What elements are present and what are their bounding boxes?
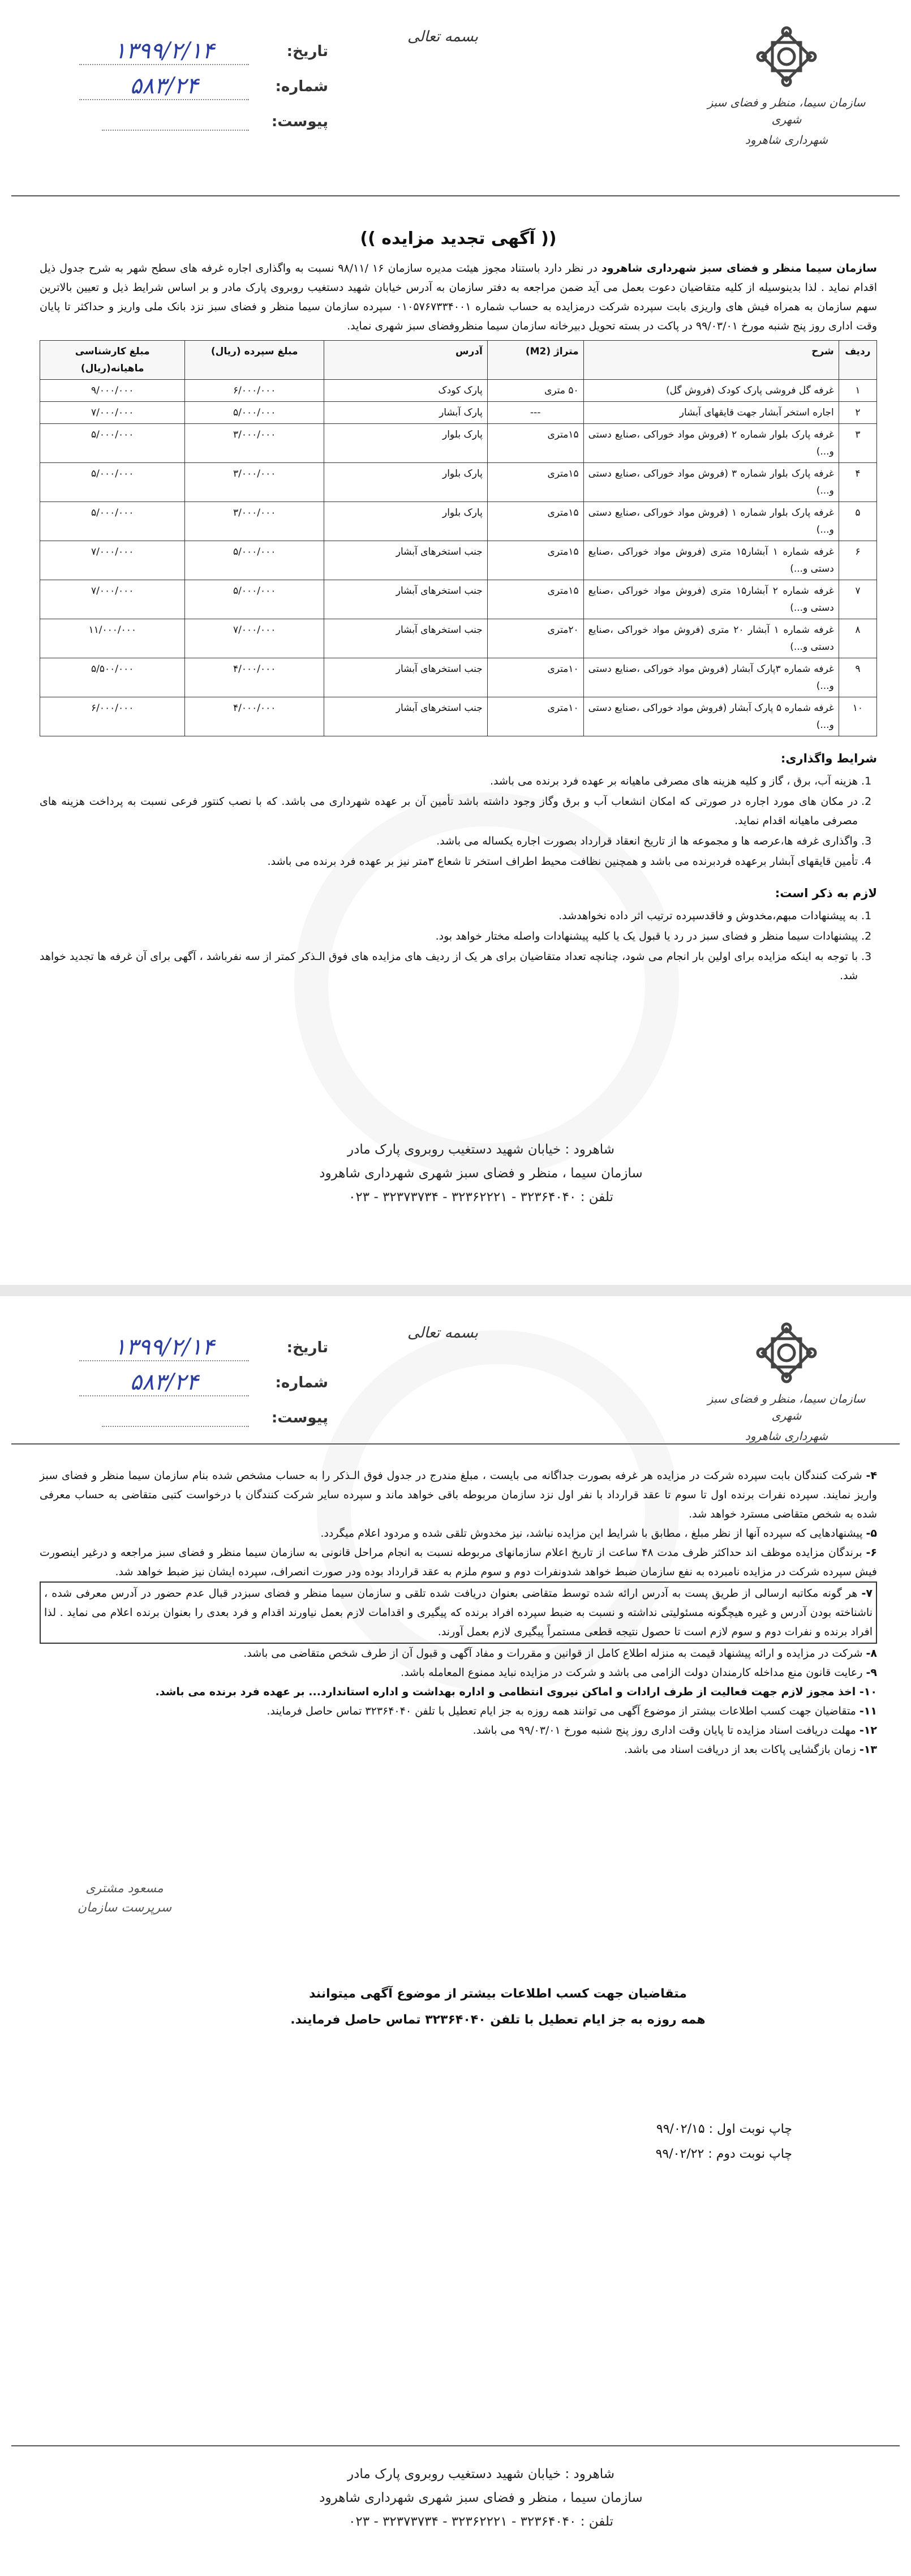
cell-address: پارک بلوار xyxy=(324,463,487,502)
cell-deposit: ۵/۰۰۰/۰۰۰ xyxy=(185,541,324,580)
table-row xyxy=(40,463,877,502)
list-item: 1. به پیشنهادات مبهم،مخدوش و فاقدسپرده ترتیب اثر داده نخواهدشد. xyxy=(40,906,858,925)
footer xyxy=(226,2462,736,2534)
table-row xyxy=(40,580,877,619)
cell-num: ۴ xyxy=(839,463,876,502)
list-item: 2. در مکان های مورد اجاره در صورتی که امکان انشعاب آب و برق وگاز وجود داشته باشد تأمین آن بر عهده شهرداری می باشد. که با نصب کنتور فرعی نسبت به پرداخت هزینه های مصرفی ماهیانه اقدام نماید. xyxy=(40,792,858,830)
item-text: شرکت کنندگان بابت سپرده شرکت در مزایده هر غرفه بصورت جداگانه می بایست ، مبلغ مندرج در جدول فوق الـذکر را به حساب مشخص شده بنام سازمان سیما منظر و فضای سبز واریز نمایند. سپرده نفرات برنده اول تا سوم تا عقد قرارداد با نفر اول نزد سازمان مربوطه باقی خواهد ماند و سپرده سایر شرکت کنندگان با درخواست کتبی متقاضی به حساب معرفی شده به شخص متقاضی مسترد خواهد شد. xyxy=(40,1469,877,1520)
callout-line2: همه روزه به جز ایام تعطیل با تلفن ۳۲۳۶۴۰۴۰ تماس حاصل فرمایند. xyxy=(290,2013,706,2027)
footer-org: سازمان سیما ، منظر و فضای سبز شهری شهرداری شاهرود xyxy=(319,1166,643,1181)
number-label: شماره: xyxy=(275,78,328,95)
cell-address: پارک بلوار xyxy=(324,424,487,463)
item-text: پیشنهادهایی که سپرده آنها از نظر مبلغ ، مطابق با شرایط این مزایده نباشد، نیز مخدوش تلقی شده و مردود اعلام میگردد. xyxy=(320,1527,863,1540)
cell-address: جنب استخرهای آبشار xyxy=(324,658,487,697)
attach-value xyxy=(102,1409,249,1427)
cell-area: ۱۵متری xyxy=(487,463,583,502)
print-first: چاپ نوبت اول : ۹۹/۰۲/۱۵ xyxy=(656,2122,792,2136)
item-number: ۱۳- xyxy=(859,1743,877,1756)
letter-meta xyxy=(34,34,328,139)
cell-area: ۱۵متری xyxy=(487,580,583,619)
bism-heading: بسمه تعالی xyxy=(407,1325,478,1341)
cell-area: ۱۵متری xyxy=(487,424,583,463)
cell-num: ۷ xyxy=(839,580,876,619)
number-value: ۵۸۳/۲۴ xyxy=(79,73,249,100)
cell-address: جنب استخرهای آبشار xyxy=(324,697,487,736)
list-item xyxy=(40,1581,877,1644)
cell-num: ۱ xyxy=(839,380,876,402)
item-number: ۹- xyxy=(866,1666,877,1679)
cell-num: ۲ xyxy=(839,402,876,424)
col-header-deposit: مبلغ سپرده (ریال) xyxy=(185,341,324,380)
cell-area: ۱۵متری xyxy=(487,541,583,580)
cell-appraisal: ۵/۰۰۰/۰۰۰ xyxy=(40,424,185,463)
list-item xyxy=(40,1663,877,1682)
cell-area: ۵۰ متری xyxy=(487,380,583,402)
notice-intro-lead: سازمان سیما منظر و فضای سبز شهرداری شاهرود xyxy=(601,262,877,275)
page-2 xyxy=(0,1296,911,2576)
cell-deposit: ۵/۰۰۰/۰۰۰ xyxy=(185,402,324,424)
notice-intro xyxy=(40,259,877,336)
item-text: شرکت در مزایده و ارائه پیشنهاد قیمت به منزله اطلاع کامل از قوانین و مقررات و مفاد آگهی و قبول آن از طرف شخص متقاضی می باشد. xyxy=(243,1647,863,1660)
cell-appraisal: ۱۱/۰۰۰/۰۰۰ xyxy=(40,619,185,658)
page-1 xyxy=(0,0,911,1285)
cell-num: ۱۰ xyxy=(839,697,876,736)
cell-desc: غرفه گل فروشی پارک کودک (فروش گل) xyxy=(583,380,839,402)
cell-desc: غرفه پارک بلوار شماره ۲ (فروش مواد خوراکی ،صنایع دستی و...) xyxy=(583,424,839,463)
cell-desc: غرفه پارک بلوار شماره ۳ (فروش مواد خوراکی ،صنایع دستی و...) xyxy=(583,463,839,502)
table-row xyxy=(40,619,877,658)
table-row xyxy=(40,502,877,541)
footer xyxy=(226,1138,736,1209)
number-label: شماره: xyxy=(275,1374,328,1391)
cell-deposit: ۳/۰۰۰/۰۰۰ xyxy=(185,424,324,463)
cell-address: پارک بلوار xyxy=(324,502,487,541)
signer-name: مسعود مشتری xyxy=(85,1881,164,1896)
list-item xyxy=(40,1543,877,1581)
cell-appraisal: ۷/۰۰۰/۰۰۰ xyxy=(40,580,185,619)
col-header-desc: شرح xyxy=(583,341,839,380)
attach-value xyxy=(102,113,249,131)
list-item: 3. با توجه به اینکه مزایده برای اولین بار انجام می شود، چنانچه تعداد متقاضیان برای هر یک از ردیف های مزایده های فوق الـذکر کمتر از سه نفرباشد ، آگهی برای آن غرفه ها تجدید خواهد شد. xyxy=(40,947,858,985)
cell-area: ۱۰متری xyxy=(487,658,583,697)
item-text: اخذ مجوز لازم جهت فعالیت از طرف ارادات و اماکن نیروی انتظامی و اداره بهداشت و اداره استاندارد... بر عهده فرد برنده می باشد. xyxy=(155,1686,856,1698)
notes-list xyxy=(40,906,877,985)
cell-address: جنب استخرهای آبشار xyxy=(324,580,487,619)
letterhead xyxy=(0,0,911,147)
cell-appraisal: ۵/۰۰۰/۰۰۰ xyxy=(40,463,185,502)
footer-divider xyxy=(11,2445,900,2446)
cell-deposit: ۷/۰۰۰/۰۰۰ xyxy=(185,619,324,658)
page-gap xyxy=(0,1285,911,1296)
list-item xyxy=(40,1701,877,1721)
cell-deposit: ۴/۰۰۰/۰۰۰ xyxy=(185,697,324,736)
item-number: ۵- xyxy=(866,1527,877,1540)
attach-label: پیوست: xyxy=(271,1409,328,1426)
item-number: ۷- xyxy=(861,1587,873,1600)
item-text: متقاضیان جهت کسب اطلاعات بیشتر از موضوع آگهی می توانند همه روزه به جز ایام تعطیل با تلفن ۳۲۳۶۴۰۴۰ تماس حاصل فرمایند. xyxy=(267,1705,856,1717)
notice-intro-body: در نظر دارد باستناد مجوز هیئت مدیره سازمان ۱۶ /۹۸/۱۱ نسبت به واگذاری اجاره غرفه های سطح شهر به شرح جدول ذیل اقدام نماید . لذا بدینوسیله از کلیه متقاضیان دعوت بعمل می آید ضمن مراجعه به دفتر سازمان به آدرس خیابان شهید دستغیب روبروی پارک مادر و بر اساس شرایط ذیل و تعیین بالاترین سهم سازمان به همراه فیش های واریزی بابت سپرده شرکت درمزایده به حساب شماره ۰۱۰۵۷۶۷۳۳۴۰۰۱ سپرده سازمان سیما منظر و فضای سبز نزد بانک ملی واریز و حداکثر تا پایان وقت اداری روز پنج شنبه مورخ ۹۹/۰۳/۰۱ در پاکت در بسته تحویل دبیرخانه سازمان سیما منظروفضای سبز شهری نماید. xyxy=(40,262,877,332)
cell-desc: غرفه شماره ۵ پارک آبشار (فروش مواد خوراکی ،صنایع دستی و...) xyxy=(583,697,839,736)
auction-table xyxy=(40,340,877,736)
cell-desc: غرفه پارک بلوار شماره ۱ (فروش مواد خوراکی ،صنایع دستی و...) xyxy=(583,502,839,541)
letter-meta xyxy=(34,1330,328,1435)
cell-desc: غرفه شماره ۲ آبشار۱۵ متری (فروش مواد خوراکی ،صنایع دستی و...) xyxy=(583,580,839,619)
list-item xyxy=(40,1721,877,1740)
emblem-icon xyxy=(753,23,820,91)
table-row xyxy=(40,402,877,424)
notes-title: لازم به ذکر است: xyxy=(775,886,877,900)
conditions-title: شرایط واگذاری: xyxy=(780,752,877,765)
cell-num: ۵ xyxy=(839,502,876,541)
table-row xyxy=(40,658,877,697)
item-text: رعایت قانون منع مداخله کارمندان دولت الزامی می باشد و شرکت در مزایده نباید ممنوع المعامله باشد. xyxy=(401,1666,863,1679)
cell-address: جنب استخرهای آبشار xyxy=(324,541,487,580)
notice-body xyxy=(40,229,877,987)
item-text: هر گونه مکاتبه ارسالی از طریق پست به آدرس ارائه شده توسط متقاضی بعنوان دریافت شده تلقی و سازمان سیما منظر و فضای سبزدر قبال عدم حضور در آدرس معرفی شده ، ناشناخته بودن آدرس و غیره هیچگونه مسئولیتی نداشته و نسبت به ضبط سپرده افراد برنده که پیگیری و اقدامات لازم بعمل نیاورند اقدام و فرد بعدی را بعنوان برنده اعلام می نماید . لذا افراد برنده و نفرات دوم و سوم لازم است تا حصول نتیجه قطعی مستمراً پیگیری لازم بعمل آورند. xyxy=(44,1587,873,1638)
callout-line1: متقاضیان جهت کسب اطلاعات بیشتر از موضوع آگهی میتوانند xyxy=(309,1987,687,2001)
list-item xyxy=(40,1466,877,1524)
org-name-line2: شهرداری شاهرود xyxy=(745,133,828,147)
cell-area: --- xyxy=(487,402,583,424)
cell-area: ۱۰متری xyxy=(487,697,583,736)
print-second: چاپ نوبت دوم : ۹۹/۰۲/۲۲ xyxy=(655,2147,792,2161)
cell-num: ۹ xyxy=(839,658,876,697)
cell-appraisal: ۷/۰۰۰/۰۰۰ xyxy=(40,402,185,424)
table-row xyxy=(40,697,877,736)
col-header-num: ردیف xyxy=(839,341,876,380)
item-number: ۱۰- xyxy=(859,1686,877,1698)
list-item: 4. تأمین قایقهای آبشار برعهده فردبرنده می باشد و همچنین نظافت محیط اطراف استخر تا شعاع ۳متر نیز بر عهده فرد برنده می باشد. xyxy=(40,852,858,871)
table-row xyxy=(40,541,877,580)
notice-title: (( آگهی تجدید مزایده )) xyxy=(360,229,557,248)
cell-address: پارک کودک xyxy=(324,380,487,402)
item-number: ۸- xyxy=(866,1647,877,1660)
list-item xyxy=(40,1682,877,1701)
date-label: تاریخ: xyxy=(286,1339,328,1356)
item-text: زمان بازگشایی پاکات بعد از دریافت اسناد می باشد. xyxy=(624,1743,856,1756)
table-header-row xyxy=(40,341,877,380)
item-number: ۱۱- xyxy=(859,1705,877,1717)
org-name-line1: سازمان سیما، منظر و فضای سبز شهری xyxy=(707,96,866,126)
bism-heading: بسمه تعالی xyxy=(407,28,478,45)
cell-desc: غرفه شماره ۱ آبشار ۲۰ متری (فروش مواد خوراکی ،صنایع دستی و...) xyxy=(583,619,839,658)
date-value: ۱۳۹۹/۲/۱۴ xyxy=(79,38,249,65)
item-text: مهلت دریافت اسناد مزایده تا پایان وقت اداری روز پنج شنبه مورخ ۹۹/۰۳/۰۱ می باشد. xyxy=(472,1724,856,1737)
col-header-address: آدرس xyxy=(324,341,487,380)
terms-continued xyxy=(40,1466,877,1759)
list-item: 3. واگذاری غرفه ها،عرصه ها و مجموعه ها از تاریخ انعقاد قرارداد بصورت اجاره یکساله می باشد. xyxy=(40,831,858,851)
cell-area: ۲۰متری xyxy=(487,619,583,658)
signature-block xyxy=(40,1879,209,1918)
print-dates xyxy=(509,2117,792,2167)
list-item xyxy=(40,1644,877,1663)
cell-area: ۱۵متری xyxy=(487,502,583,541)
cell-appraisal: ۵/۰۰۰/۰۰۰ xyxy=(40,502,185,541)
cell-appraisal: ۵/۵۰۰/۰۰۰ xyxy=(40,658,185,697)
header-divider xyxy=(11,1443,900,1445)
header-divider xyxy=(11,195,900,196)
col-header-area: متراژ (M2) xyxy=(487,341,583,380)
footer-address: شاهرود : خیابان شهید دستغیب روبروی پارک مادر xyxy=(347,2467,615,2481)
cell-deposit: ۴/۰۰۰/۰۰۰ xyxy=(185,658,324,697)
date-label: تاریخ: xyxy=(286,43,328,60)
emblem-icon xyxy=(753,1319,820,1387)
col-header-appraisal: مبلغ کارشناسی ماهیانه(ریال) xyxy=(40,341,185,380)
cell-deposit: ۳/۰۰۰/۰۰۰ xyxy=(185,463,324,502)
number-value: ۵۸۳/۲۴ xyxy=(79,1369,249,1396)
cell-address: پارک آبشار xyxy=(324,402,487,424)
conditions-list xyxy=(40,771,877,871)
cell-appraisal: ۷/۰۰۰/۰۰۰ xyxy=(40,541,185,580)
cell-desc: غرفه شماره ۱ آبشار۱۵ متری (فروش مواد خوراکی ،صنایع دستی و...) xyxy=(583,541,839,580)
item-number: ۴- xyxy=(866,1469,877,1482)
cell-appraisal: ۶/۰۰۰/۰۰۰ xyxy=(40,697,185,736)
list-item: 2. پیشنهادات سیما منظر و فضای سبز در رد یا قبول یک یا کلیه پیشنهادات واصله مختار خواهد بود. xyxy=(40,927,858,946)
cell-num: ۸ xyxy=(839,619,876,658)
table-row xyxy=(40,424,877,463)
cell-appraisal: ۹/۰۰۰/۰۰۰ xyxy=(40,380,185,402)
item-number: ۱۲- xyxy=(859,1724,877,1737)
cell-num: ۶ xyxy=(839,541,876,580)
footer-address: شاهرود : خیابان شهید دستغیب روبروی پارک مادر xyxy=(347,1142,615,1157)
org-logo xyxy=(702,23,871,148)
cell-address: جنب استخرهای آبشار xyxy=(324,619,487,658)
item-number: ۶- xyxy=(866,1546,877,1559)
cell-deposit: ۶/۰۰۰/۰۰۰ xyxy=(185,380,324,402)
org-name-line1: سازمان سیما، منظر و فضای سبز شهری xyxy=(707,1392,866,1422)
cell-num: ۳ xyxy=(839,424,876,463)
signer-title: سرپرست سازمان xyxy=(77,1901,172,1915)
org-name-line2: شهرداری شاهرود xyxy=(745,1429,828,1443)
list-item xyxy=(40,1524,877,1543)
footer-phone: تلفن : ۳۲۳۶۴۰۴۰ - ۳۲۳۶۲۲۲۱ - ۳۲۳۷۳۷۳۴ - ۰۲۳ xyxy=(349,2514,613,2529)
cell-deposit: ۵/۰۰۰/۰۰۰ xyxy=(185,580,324,619)
footer-org: سازمان سیما ، منظر و فضای سبز شهری شهرداری شاهرود xyxy=(319,2491,643,2505)
cell-desc: غرفه شماره ۳پارک آبشار (فروش مواد خوراکی ،صنایع دستی و...) xyxy=(583,658,839,697)
attach-label: پیوست: xyxy=(271,113,328,130)
cell-desc: اجاره استخر آبشار جهت قایقهای آبشار xyxy=(583,402,839,424)
date-value: ۱۳۹۹/۲/۱۴ xyxy=(79,1334,249,1361)
item-text: برندگان مزایده موظف اند حداکثر ظرف مدت ۴۸ ساعت از تاریخ اعلام سازمانهای مربوطه نسبت به انجام مراحل قانونی به سازمان سیما منظر و فضای سبز مراجعه و درغیر اینصورت فیش سپرده شرکت در مزایده نامبرده به نفع سازمان ضبط خواهد شدونفرات دوم و سوم ملزم به عقد قرارداد بوده ودر صورت انصراف، سپرده ایشان نیز ضبط خواهد شد. xyxy=(40,1546,877,1578)
letterhead xyxy=(0,1296,911,1443)
contact-callout xyxy=(226,1981,770,2033)
list-item: 1. هزینه آب، برق ، گاز و کلیه هزینه های مصرفی ماهیانه بر عهده فرد برنده می باشد. xyxy=(40,771,858,791)
org-logo xyxy=(702,1319,871,1445)
cell-deposit: ۳/۰۰۰/۰۰۰ xyxy=(185,502,324,541)
table-row xyxy=(40,380,877,402)
footer-phone: تلفن : ۳۲۳۶۴۰۴۰ - ۳۲۳۶۲۲۲۱ - ۳۲۳۷۳۷۳۴ - ۰۲۳ xyxy=(349,1190,613,1205)
list-item xyxy=(40,1740,877,1759)
